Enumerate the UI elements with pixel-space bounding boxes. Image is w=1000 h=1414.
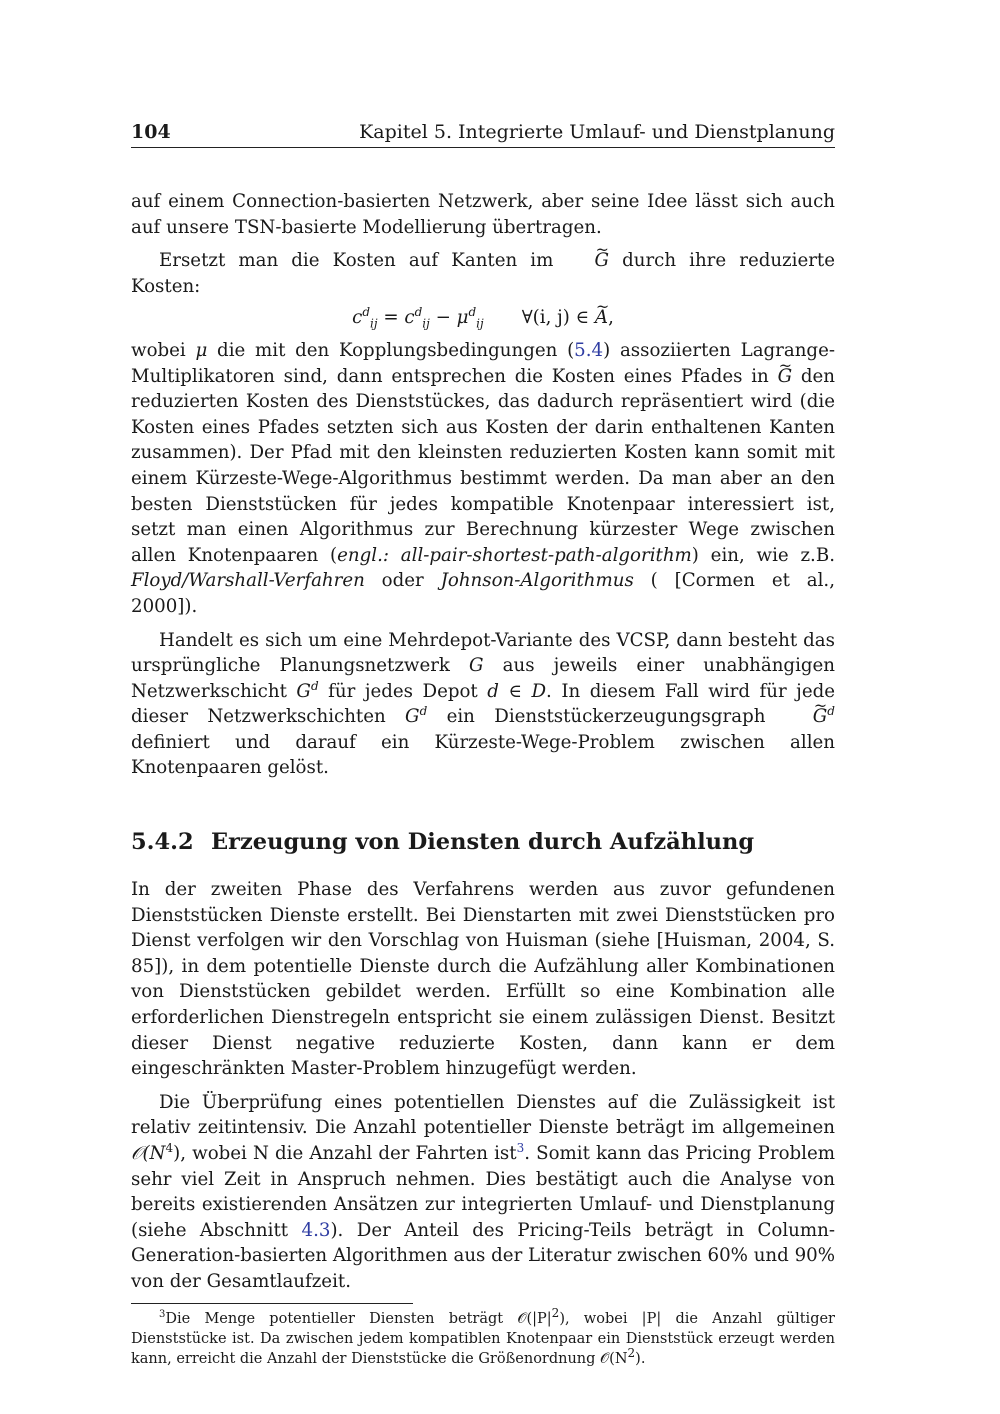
math-g: G bbox=[296, 680, 311, 702]
text-run: die mit den Kopplungsbedingungen ( bbox=[207, 339, 575, 361]
math-sup: 4 bbox=[165, 1140, 174, 1155]
text-run: definiert und darauf ein Kürzeste-Wege-Problem zwischen allen Knotenpaaren gelöst. bbox=[131, 731, 835, 779]
text-run: Die Überprüfung eines potentiellen Dienstes auf die Zulässigkeit ist relativ zeitintensiv. Die Anzahl potentieller Dienste beträgt im allgemeinen bbox=[131, 1091, 835, 1139]
math-g: G bbox=[469, 655, 484, 677]
math-mu: μ bbox=[195, 339, 208, 361]
math-a-tilde: ~ A bbox=[595, 305, 608, 331]
math-c: c bbox=[404, 307, 415, 329]
text-run: ) ein, wie z.B. bbox=[691, 544, 835, 566]
math-op: = bbox=[377, 307, 405, 329]
section-heading bbox=[131, 827, 835, 857]
math-sup: 2 bbox=[551, 1305, 560, 1320]
math-sup: d bbox=[468, 305, 477, 320]
text-run: durch ihre reduzierte Kosten: bbox=[131, 250, 835, 297]
math-mu: μ bbox=[456, 307, 469, 329]
math-d-in-d: d ∈ D bbox=[487, 680, 547, 702]
text-run: ). bbox=[635, 1350, 646, 1367]
text-run: ( [Cormen et al., 2000]). bbox=[131, 570, 835, 617]
section-reference-link[interactable]: 4.3 bbox=[301, 1219, 331, 1241]
math-big-o: 𝒪(N bbox=[131, 1143, 166, 1164]
text-run: . Somit kann das Pricing Problem sehr viel Zeit in Anspruch nehmen. Dies bestätigt auch die Analyse von bereits existierenden Ansätzen zur integrierten Umlauf- und Dienstplanung (siehe Abschnitt bbox=[131, 1143, 835, 1241]
english-term: engl.: all-pair-shortest-path-algorithm bbox=[337, 544, 692, 566]
text-run: den reduzierten Kosten des Dienststückes, das dadurch repräsentiert wird (die Kosten eines Pfades setzten sich aus Kosten der darin enthaltenen Kanten zusammen). Der Pfad mit den kleinsten reduzierten Kosten kann somit mit einem Kürzeste-Wege-Algorithmus bestimmt werden. Da man aber an den besten Dienststücken für jedes kompatible Knotenpaar interessiert ist, setzt man einen Algorithmus zur Berechnung kürzester Wege zwischen allen Knotenpaaren ( bbox=[131, 365, 835, 566]
text-run: . In diesem Fall wird für jede dieser Netzwerkschichten bbox=[131, 680, 835, 728]
math-quantifier: ∀(i, j) ∈ bbox=[521, 307, 595, 329]
paragraph-6 bbox=[131, 1090, 835, 1295]
section-title: Erzeugung von Diensten durch Aufzählung bbox=[211, 829, 755, 856]
section-number: 5.4.2 bbox=[131, 829, 194, 856]
chapter-title: Kapitel 5. Integrierte Umlauf- und Dienstplanung bbox=[359, 121, 835, 143]
math-sup: d bbox=[414, 305, 423, 320]
footnote-mark: 3 bbox=[159, 1308, 166, 1320]
algorithm-name: Johnson-Algorithmus bbox=[440, 570, 634, 592]
text-run: , wobei N die Anzahl der Fahrten ist bbox=[180, 1143, 517, 1164]
page-body bbox=[131, 189, 835, 1369]
paragraph-3 bbox=[131, 338, 835, 620]
text-run: aus jeweils einer unabhängigen Netzwerkschicht bbox=[131, 655, 836, 702]
text-run: ), wobei |P| die Anzahl gültiger Dienststücke ist. Da zwischen jedem kompatiblen Knotenpaar ein Dienststück erzeugt werden kann, erreicht die Anzahl der Dienststücke die Größenordnung 𝒪(N bbox=[131, 1310, 835, 1367]
equation-reduced-costs bbox=[131, 305, 835, 331]
text-run: Die Menge potentieller Diensten beträgt 𝒪(|P| bbox=[165, 1310, 552, 1327]
equation-reference-link[interactable]: 5.4 bbox=[574, 339, 604, 361]
text-run: Ersetzt man die Kosten auf Kanten im bbox=[159, 250, 567, 272]
text-run: oder bbox=[364, 570, 441, 592]
page-header bbox=[131, 121, 835, 148]
text-run: für jedes Depot bbox=[318, 680, 488, 702]
text-run: wobei bbox=[131, 339, 196, 361]
math-g-tilde: ~ G bbox=[778, 364, 793, 390]
footnote-reference-link[interactable]: 3 bbox=[516, 1140, 525, 1155]
text-run: Handelt es sich um eine Mehrdepot-Variante des VCSP, dann besteht das ursprüngliche Planungsnetzwerk bbox=[131, 629, 835, 677]
math-op: ) bbox=[173, 1143, 181, 1164]
footnote-divider bbox=[131, 1303, 413, 1304]
footnote bbox=[131, 1305, 835, 1369]
math-sub: ij bbox=[370, 317, 378, 332]
math-sup: d bbox=[362, 305, 370, 320]
math-sub: ij bbox=[476, 317, 484, 332]
math-g-tilde: ~ G bbox=[566, 248, 609, 274]
math-op: − bbox=[429, 307, 457, 329]
paragraph-4 bbox=[131, 628, 835, 782]
text-run: ). Der Anteil des Pricing-Teils beträgt in Column-Generation-basierten Algorithmen aus der Literatur zwischen 60% und 90% von der Gesamtlaufzeit. bbox=[131, 1219, 835, 1292]
math-sup: d bbox=[827, 704, 835, 719]
text-run: ) assoziierten Lagrange-Multiplikatoren sind, dann entsprechen die Kosten eines Pfades in bbox=[131, 339, 835, 387]
algorithm-name: Floyd/Warshall-Verfahren bbox=[131, 570, 365, 592]
paragraph-1: auf einem Connection-basierten Netzwerk, aber seine Idee lässt sich auch auf unsere TSN-basierte Modellierung übertragen. bbox=[131, 191, 835, 238]
math-c-bar: c bbox=[352, 307, 363, 329]
math-sup: d bbox=[419, 704, 428, 719]
math-g-tilde: ~ G bbox=[785, 704, 828, 730]
math-sub: ij bbox=[422, 317, 430, 332]
page-number: 104 bbox=[131, 121, 171, 143]
paragraph-2 bbox=[131, 248, 835, 299]
text-run: ein Dienststückerzeugungsgraph bbox=[427, 706, 785, 728]
math-sup: d bbox=[310, 678, 319, 693]
math-sup: 2 bbox=[627, 1345, 636, 1360]
math-op: , bbox=[608, 307, 614, 329]
paragraph-5: In der zweiten Phase des Verfahrens werden aus zuvor gefundenen Dienststücken Dienste erstellt. Bei Dienstarten mit zwei Dienststücken pro Dienst verfolgen wir den Vorschlag von Huisman (siehe [Huisman, 2004, S. 85]), in dem potentielle Dienste durch die Aufzählung aller Kombinationen von Dienststücken gebildet werden. Erfüllt so eine Kombination alle erforderlichen Dienstregeln entspricht sie einem zulässigen Dienst. Besitzt dieser Dienst negative reduzierte Kosten, dann kann er dem eingeschränkten Master-Problem hinzugefügt werden. bbox=[131, 879, 835, 1080]
math-g: G bbox=[405, 706, 420, 728]
